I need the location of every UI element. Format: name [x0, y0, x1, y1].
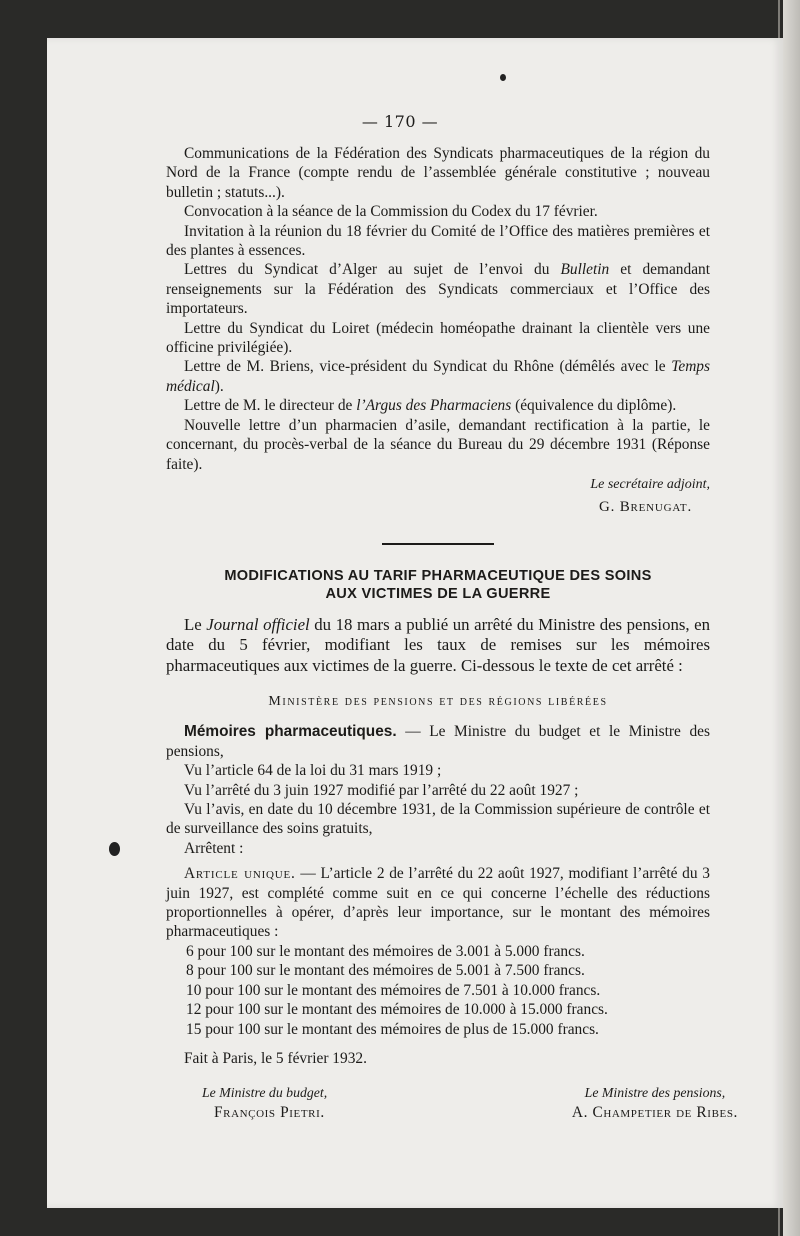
signature-name: G. Brenugat.: [598, 498, 692, 515]
separator-rule: [382, 543, 494, 545]
vu-line: Vu l’avis, en date du 10 décembre 1931, de la Commission supérieure de contrôle et de surveillance des soins gratuits,: [166, 801, 710, 838]
decree-opening: Mémoires pharmaceutiques. — Le Ministre du budget et le Ministre des pensions,: [166, 723, 710, 760]
rate-line: 15 pour 100 sur le montant des mémoires de plus de 15.000 francs.: [186, 1020, 599, 1038]
paragraph: Lettres du Syndicat d’Alger au sujet de l’envoi du Bulletin et demandant renseignements sur la Fédération des Syndicats commerciaux et l’Office des importateurs.: [166, 261, 711, 318]
vu-line: Vu l’arrêté du 3 juin 1927 modifié par l’arrêté du 22 août 1927 ;: [184, 781, 579, 799]
paragraph: Communications de la Fédération des Syndicats pharmaceutiques de la région du Nord de la France (compte rendu de l’assemblée générale constitutive ; nouveau bulletin ; statuts...).: [166, 145, 710, 201]
done-at: Fait à Paris, le 5 février 1932.: [184, 1049, 367, 1067]
vu-line: Vu l’article 64 de la loi du 31 mars 1919 ;: [184, 762, 442, 780]
rate-line: 6 pour 100 sur le montant des mémoires de 3.001 à 5.000 francs.: [186, 942, 585, 960]
binding-hole: [109, 842, 120, 856]
intro-paragraph: Le Journal officiel du 18 mars a publié un arrêté du Ministre des pensions, en date du 5 février, modifiant les taux de remises sur les mémoires pharmaceutiques aux victimes de la guerre. Ci-dessous le texte de cet arrêté :: [166, 614, 711, 675]
signature-pensions: Le Ministre des pensions, A. Champetier de Ribes.: [571, 1085, 738, 1122]
paragraph: Convocation à la séance de la Commission du Codex du 17 février.: [184, 203, 598, 221]
paragraph: Nouvelle lettre d’un pharmacien d’asile, demandant rectification à la partie, le concernant, du procès-verbal de la séance du Bureau du 29 décembre 1931 (Réponse faite).: [166, 416, 710, 473]
signature-role: Le secrétaire adjoint,: [590, 476, 710, 492]
article-unique: Article unique. — L’article 2 de l’arrêté du 22 août 1927, modifiant l’arrêté du 3 juin 1927, est complété comme suit en ce qui concerne l’échelle des réductions proportionnelles à opérer, d’après leur importance, sur le montant des mémoires pharmaceutiques :: [166, 865, 710, 941]
paragraph: Lettre du Syndicat du Loiret (médecin homéopathe drainant la clientèle vers une officine privilégiée).: [166, 319, 710, 357]
ministry-heading: Ministère des pensions et des régions libérées: [268, 694, 608, 710]
paragraph: Lettre de M. Briens, vice-président du Syndicat du Rhône (démêlés avec le Temps médical).: [166, 358, 710, 395]
paragraph: Invitation à la réunion du 18 février du Comité de l’Office des matières premières et des plantes à essences.: [166, 222, 710, 260]
signature-budget: Le Ministre du budget, François Pietri.: [202, 1085, 328, 1122]
main-text: [166, 144, 738, 1128]
rate-line: 8 pour 100 sur le montant des mémoires de 5.001 à 7.500 francs.: [186, 962, 585, 980]
arretent: Arrêtent :: [184, 839, 244, 857]
rate-line: 12 pour 100 sur le montant des mémoires de 10.000 à 15.000 francs.: [186, 1001, 608, 1019]
ink-mark: [500, 74, 506, 81]
page-number: — 170 —: [361, 112, 439, 131]
rate-line: 10 pour 100 sur le montant des mémoires de 7.501 à 10.000 francs.: [186, 981, 601, 999]
article-title: MODIFICATIONS AU TARIF PHARMACEUTIQUE DES SOINS AUX VICTIMES DE LA GUERRE: [224, 567, 652, 602]
signatures: [166, 1084, 738, 1128]
paragraph: Lettre de M. le directeur de l’Argus des Pharmaciens (équivalence du diplôme).: [184, 397, 677, 415]
page-edge: [783, 0, 800, 1236]
